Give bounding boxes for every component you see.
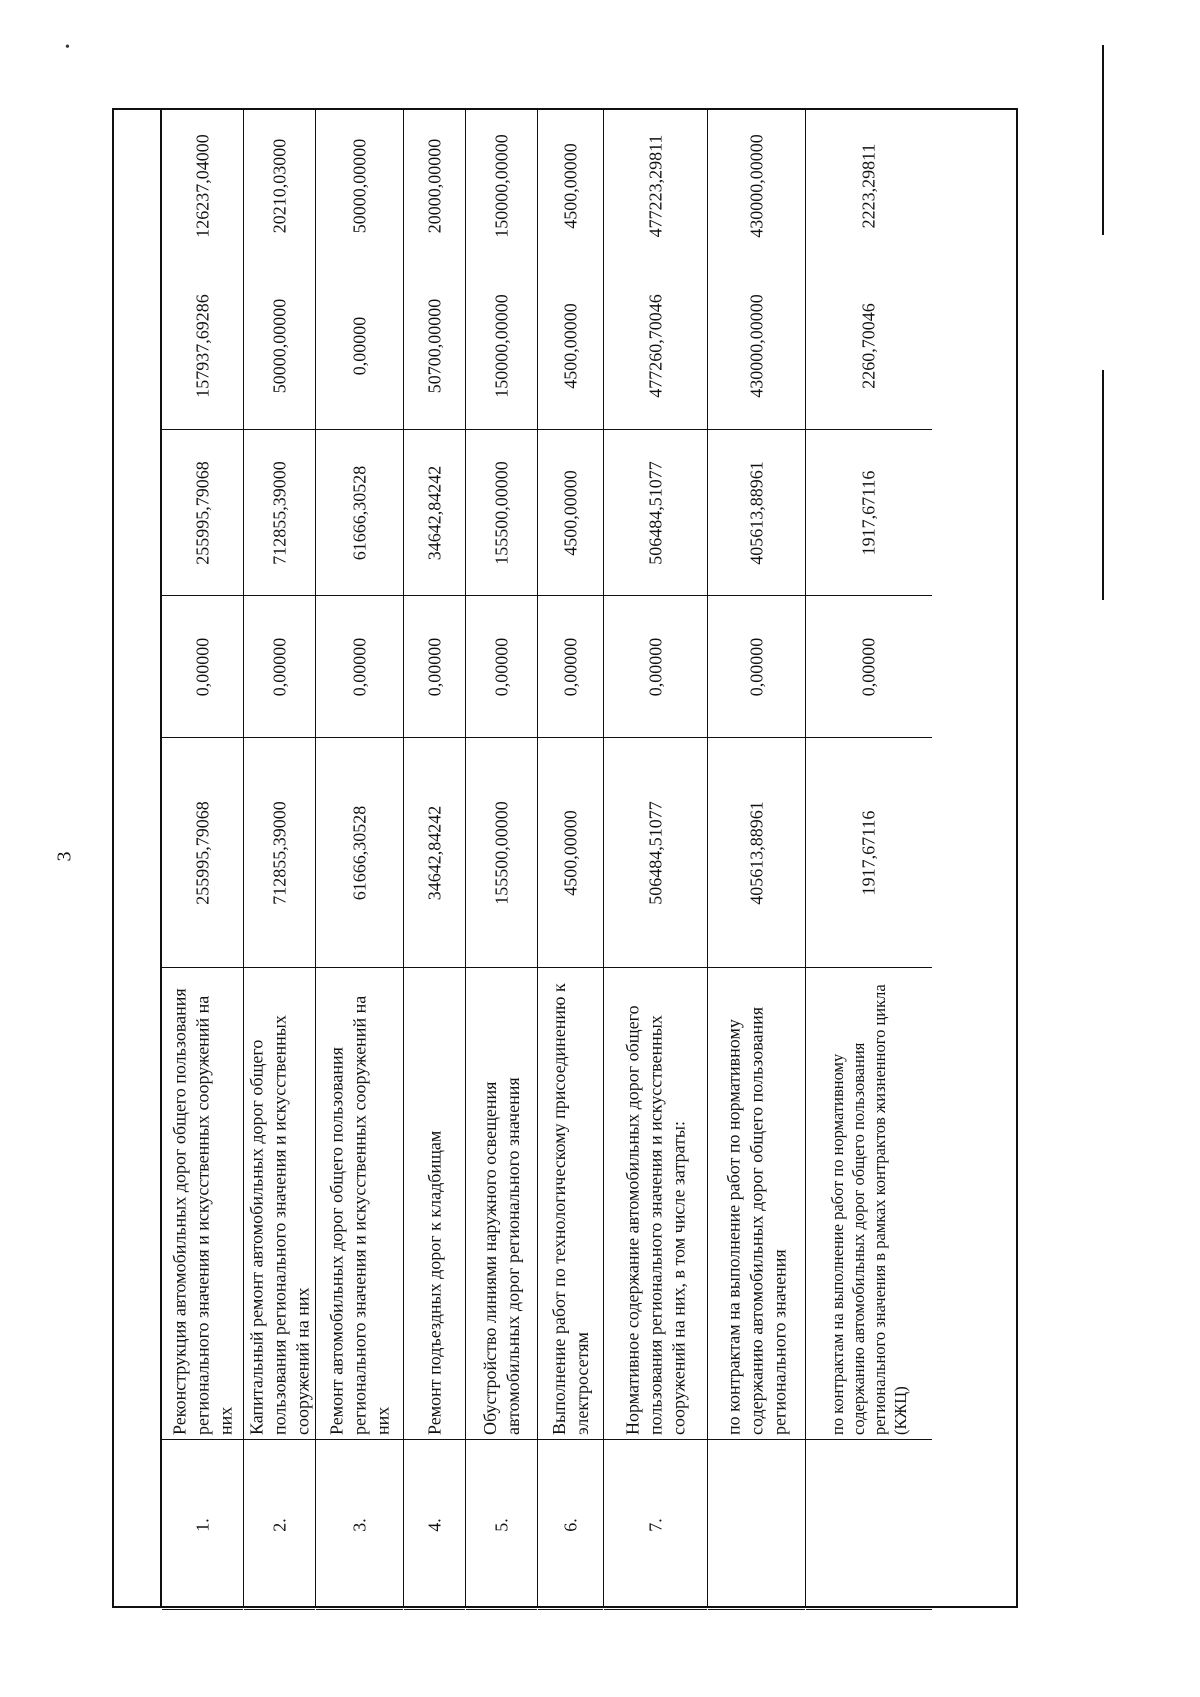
table-cell: [604, 262, 707, 430]
table-cell: [806, 1440, 932, 1610]
table-cell: [466, 968, 537, 1440]
table-row: [708, 110, 806, 1606]
row-description: Реконструкция автомобильных дорог общего пользования регионального значения и искусственных сооружений на них: [169, 987, 235, 1435]
row-number: 3.: [349, 1517, 369, 1532]
budget-table: [112, 108, 1018, 1608]
row-number: 6.: [560, 1517, 580, 1532]
table-cell: [604, 1440, 707, 1610]
table-cell: [162, 430, 243, 596]
value-col-2: 0,00000: [424, 637, 444, 696]
row-description: по контрактам на выполнение работ по нормативному содержанию автомобильных дорог общего пользования регионального значения в рамках контрактов жизненного цикла (КЖЦ): [828, 983, 910, 1435]
value-col-5: 126237,04000: [192, 134, 212, 238]
table-cell: [404, 430, 465, 596]
row-description: Ремонт автомобильных дорог общего пользования регионального значения и искусственных сооружений на них: [326, 995, 392, 1435]
table-cell: [244, 596, 315, 738]
table-cell: [316, 1440, 403, 1610]
value-col-4: 50700,00000: [424, 298, 444, 393]
value-col-3: 712855,39000: [269, 460, 289, 565]
table-cell: [162, 738, 243, 968]
value-col-4: 4500,00000: [560, 302, 580, 389]
table-row: [604, 110, 708, 1606]
table-cell: [162, 110, 243, 262]
table-cell: [316, 738, 403, 968]
value-col-3: 61666,30528: [349, 465, 369, 560]
table-header-column: [114, 110, 162, 1606]
table-cell: [466, 262, 537, 430]
row-description: Выполнение работ по технологическому присоединению к электросетям: [548, 982, 592, 1435]
value-col-1: 4500,00000: [560, 809, 580, 896]
table-row: [538, 110, 604, 1606]
value-col-3: 1917,67116: [858, 470, 879, 555]
value-col-4: 157937,69286: [192, 293, 212, 398]
value-col-5: 50000,00000: [349, 138, 369, 234]
value-col-4: 50000,00000: [269, 298, 289, 393]
row-number: 4.: [424, 1517, 444, 1532]
value-col-1: 712855,39000: [269, 800, 289, 905]
scan-edge-line: [1102, 45, 1104, 235]
value-col-3: 506484,51077: [645, 460, 665, 565]
table-cell: [806, 262, 932, 430]
table-row: [316, 110, 404, 1606]
table-cell: [316, 262, 403, 430]
table-cell: [806, 738, 932, 968]
table-cell: [404, 738, 465, 968]
value-col-1: 61666,30528: [349, 805, 369, 900]
table-cell: [404, 596, 465, 738]
page-number: 3: [53, 851, 76, 862]
table-cell: [244, 738, 315, 968]
row-description: Обустройство линиями наружного освещения автомобильных дорог регионального значения: [479, 1076, 523, 1435]
table-cell: [806, 430, 932, 596]
value-col-1: 255995,79068: [192, 800, 212, 905]
row-number: 7.: [645, 1517, 665, 1532]
table-cell: [162, 1440, 243, 1610]
table-cell: [806, 110, 932, 262]
value-col-5: 20000,00000: [424, 138, 444, 234]
value-col-4: 477260,70046: [645, 293, 665, 398]
table-cell: [538, 262, 603, 430]
value-col-1: 506484,51077: [645, 800, 665, 905]
table-cell: [604, 430, 707, 596]
table-row: [162, 110, 244, 1606]
table-cell: [708, 262, 805, 430]
table-cell: [162, 968, 243, 1440]
table-cell: [162, 596, 243, 738]
value-col-5: 477223,29811: [645, 134, 665, 238]
value-col-5: 150000,00000: [491, 134, 511, 238]
value-col-2: 0,00000: [645, 637, 665, 696]
table-cell: [708, 738, 805, 968]
value-col-1: 1917,67116: [858, 810, 879, 895]
value-col-2: 0,00000: [560, 637, 580, 696]
table-cell: [316, 968, 403, 1440]
value-col-1: 155500,00000: [491, 800, 511, 905]
table-cell: [538, 1440, 603, 1610]
table-cell: [466, 596, 537, 738]
table-cell: [466, 110, 537, 262]
row-description: по контрактам на выполнение работ по нормативному содержанию автомобильных дорог общего пользования регионального значения: [723, 1006, 789, 1435]
row-description: Ремонт подъездных дорог к кладбищам: [424, 1130, 444, 1435]
table-row: [806, 110, 932, 1606]
table-cell: [538, 430, 603, 596]
value-col-5: 4500,00000: [560, 143, 580, 229]
table-cell: [708, 596, 805, 738]
value-col-1: 405613,88961: [746, 800, 766, 905]
value-col-5: 430000,00000: [746, 134, 766, 238]
value-col-3: 34642,84242: [424, 465, 444, 560]
table-cell: [244, 968, 315, 1440]
row-number: 1.: [192, 1517, 212, 1532]
table-cell: [806, 596, 932, 738]
table-cell: [708, 110, 805, 262]
table-cell: [244, 1440, 315, 1610]
scan-edge-line: [1102, 370, 1104, 600]
table-cell: [244, 262, 315, 430]
table-cell: [466, 430, 537, 596]
table-row: [466, 110, 538, 1606]
value-col-3: 4500,00000: [560, 469, 580, 556]
table-cell: [404, 110, 465, 262]
table-cell: [538, 596, 603, 738]
value-col-2: 0,00000: [269, 637, 289, 696]
table-cell: [604, 596, 707, 738]
value-col-2: 0,00000: [192, 637, 212, 696]
table-body: [162, 110, 1016, 1606]
table-row: [404, 110, 466, 1606]
value-col-5: 20210,03000: [269, 138, 289, 234]
value-col-4: 2260,70046: [858, 302, 879, 389]
table-cell: [404, 262, 465, 430]
table-cell: [316, 430, 403, 596]
table-cell: [604, 738, 707, 968]
table-cell: [404, 1440, 465, 1610]
table-cell: [538, 738, 603, 968]
value-col-1: 34642,84242: [424, 805, 444, 900]
value-col-4: 150000,00000: [491, 293, 511, 398]
row-description: Нормативное содержание автомобильных дорог общего пользования регионального значения и искусственных сооружений на них, в том числе затраты:: [622, 1004, 688, 1435]
scan-artifact: •: [65, 40, 70, 55]
row-number: 2.: [269, 1517, 289, 1532]
table-row: [244, 110, 316, 1606]
value-col-2: 0,00000: [858, 637, 879, 696]
value-col-2: 0,00000: [491, 637, 511, 696]
table-cell: [316, 110, 403, 262]
table-cell: [162, 262, 243, 430]
table-cell: [538, 968, 603, 1440]
value-col-3: 155500,00000: [491, 460, 511, 565]
row-number: 5.: [491, 1517, 511, 1532]
table-cell: [466, 1440, 537, 1610]
table-cell: [466, 738, 537, 968]
table-cell: [244, 430, 315, 596]
row-description: Капитальный ремонт автомобильных дорог общего пользования регионального значения и искусственных сооружений на них: [246, 1014, 312, 1435]
table-cell: [604, 968, 707, 1440]
table-cell: [806, 968, 932, 1440]
table-cell: [538, 110, 603, 262]
value-col-4: 0,00000: [349, 316, 369, 375]
table-cell: [604, 110, 707, 262]
table-cell: [708, 968, 805, 1440]
table-cell: [708, 430, 805, 596]
value-col-3: 405613,88961: [746, 460, 766, 565]
value-col-5: 2223,29811: [858, 143, 879, 229]
value-col-4: 430000,00000: [746, 293, 766, 398]
table-cell: [708, 1440, 805, 1610]
table-cell: [404, 968, 465, 1440]
value-col-3: 255995,79068: [192, 460, 212, 565]
table-cell: [244, 110, 315, 262]
value-col-2: 0,00000: [746, 637, 766, 696]
table-cell: [316, 596, 403, 738]
value-col-2: 0,00000: [349, 637, 369, 696]
